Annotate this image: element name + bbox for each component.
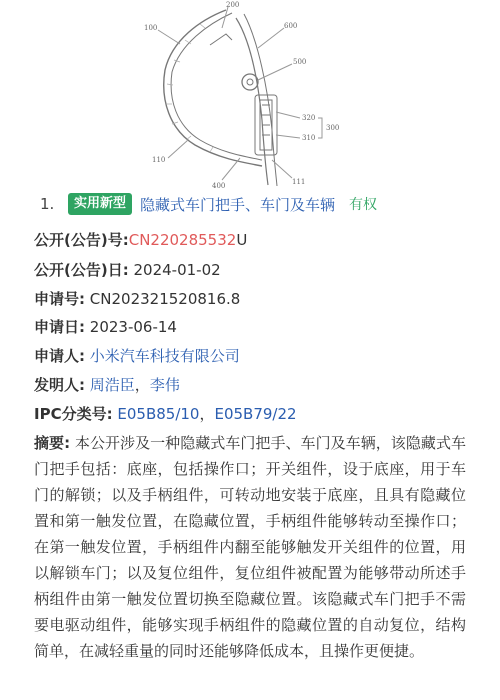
inventor-link[interactable]: 周浩臣 [89, 376, 135, 394]
application-date-label: 申请日: [34, 318, 85, 336]
ref-label: 320 [302, 114, 316, 122]
abstract-text: 本公开涉及一种隐藏式车门把手、车门及车辆，该隐藏式车门把手包括：底座，包括操作口；开关组件，设于底座，用于车门的解锁；以及手柄组件，可转动地安装于底座，且具有隐藏位置和第一触发位置，在隐藏位置，手柄组件能够转动至操作口；在第一触发位置，手柄组件内翻至能够触发开关组件的位置，用以解锁车门；以及复位组件，复位组件被配置为能够带动所述手柄组件由第一触发位置切换至隐藏位置。该隐藏式车门把手不需要电驱动组件，能够实现手柄组件的隐藏位置的自动复位，结构简单，在减轻重量的同时还能够降低成本，且操作更便捷。 [34, 434, 466, 660]
publication-number-suffix: U [236, 231, 248, 249]
ipc-link[interactable]: E05B79/22 [214, 405, 297, 423]
abstract-label: 摘要: [34, 434, 71, 452]
ref-label: 310 [302, 134, 316, 142]
abstract-block [34, 430, 466, 664]
ref-label: 110 [152, 156, 166, 164]
result-title-row [40, 190, 490, 218]
publication-date-value: 2024-01-02 [133, 261, 221, 279]
application-date-row [34, 316, 177, 338]
publication-date-label: 公开(公告)日: [34, 261, 129, 279]
ipc-row [34, 403, 297, 425]
ref-label: 400 [212, 182, 226, 190]
ipc-separator: ， [199, 405, 215, 423]
result-index: 1. [40, 195, 55, 213]
inventor-label: 发明人: [34, 376, 85, 394]
ref-label: 111 [292, 178, 306, 186]
inventor-link[interactable]: 李伟 [149, 376, 180, 394]
type-badge: 实用新型 [68, 193, 132, 215]
application-number-value: CN202321520816.8 [89, 290, 241, 308]
applicant-link[interactable]: 小米汽车科技有限公司 [89, 347, 240, 365]
legal-status-badge: 有权 [349, 197, 378, 213]
publication-number-row [34, 229, 247, 251]
ipc-link[interactable]: E05B85/10 [117, 405, 200, 423]
applicant-label: 申请人: [34, 347, 85, 365]
ref-label: 200 [226, 1, 240, 9]
applicant-row [34, 345, 240, 367]
ref-label: 600 [284, 22, 298, 30]
ipc-label: IPC分类号: [34, 405, 113, 423]
application-number-label: 申请号: [34, 290, 85, 308]
ref-label: 300 [326, 124, 340, 132]
patent-drawing [0, 0, 500, 190]
publication-number-label: 公开(公告)号: [34, 231, 129, 249]
publication-number-highlight: CN220285532 [128, 231, 237, 249]
publication-date-row [34, 259, 221, 281]
ref-label: 100 [144, 24, 158, 32]
application-date-value: 2023-06-14 [89, 318, 177, 336]
inventor-separator: ， [134, 376, 150, 394]
inventor-row [34, 374, 180, 396]
ref-label: 500 [293, 58, 307, 66]
application-number-row [34, 288, 240, 310]
patent-title-link[interactable]: 隐藏式车门把手、车门及车辆 [140, 195, 336, 214]
